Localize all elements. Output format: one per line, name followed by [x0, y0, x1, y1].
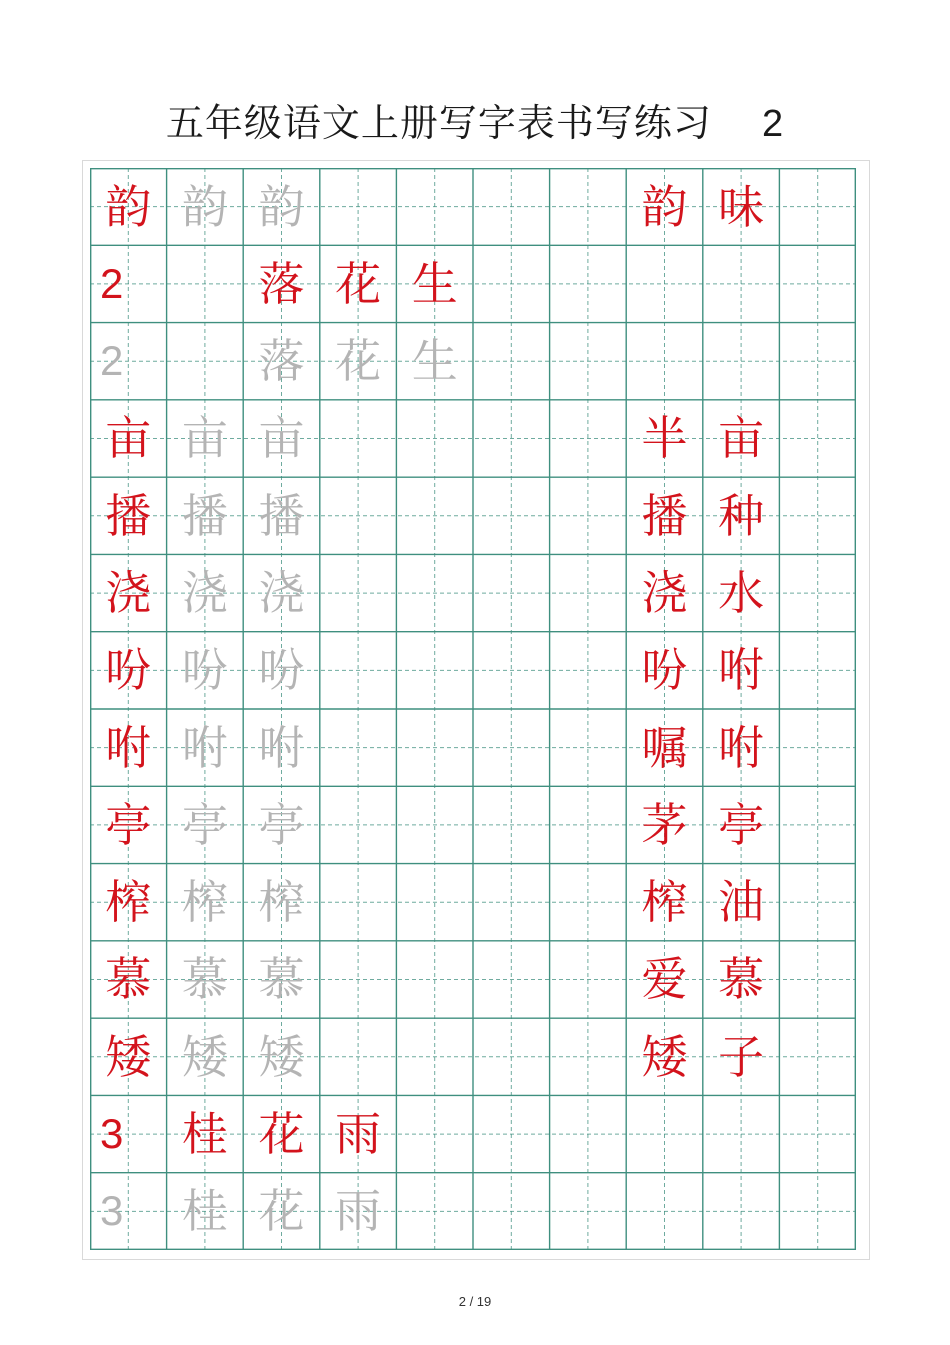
trace-character: 花 — [258, 1184, 305, 1239]
trace-character: 慕 — [258, 952, 305, 1007]
trace-character: 矮 — [258, 1029, 305, 1084]
model-character: 桂 — [181, 1107, 228, 1162]
model-character: 茅 — [641, 797, 688, 852]
lesson-number: 2 — [100, 337, 124, 385]
model-character: 播 — [105, 488, 152, 543]
trace-character: 韵 — [258, 179, 305, 234]
model-character: 亩 — [718, 411, 765, 466]
lesson-number: 3 — [100, 1187, 124, 1235]
model-character: 亩 — [105, 411, 152, 466]
model-character: 矮 — [641, 1029, 688, 1084]
model-character: 慕 — [718, 952, 765, 1007]
trace-character: 咐 — [181, 720, 228, 775]
model-character: 慕 — [105, 952, 152, 1007]
model-character: 亭 — [105, 797, 152, 852]
model-character: 咐 — [105, 720, 152, 775]
trace-character: 落 — [258, 334, 305, 389]
trace-character: 榨 — [258, 875, 305, 930]
trace-character: 播 — [181, 488, 228, 543]
model-character: 生 — [411, 256, 458, 311]
lesson-number: 2 — [100, 259, 124, 307]
model-character: 嘱 — [641, 720, 688, 775]
trace-character: 雨 — [335, 1184, 382, 1239]
model-character: 油 — [718, 875, 765, 930]
model-character: 吩 — [105, 643, 152, 698]
trace-character: 亭 — [181, 797, 228, 852]
trace-character: 花 — [335, 334, 382, 389]
trace-character: 生 — [411, 334, 458, 389]
model-character: 花 — [258, 1107, 305, 1162]
trace-character: 桂 — [181, 1184, 228, 1239]
lesson-number: 3 — [100, 1110, 124, 1158]
trace-character: 播 — [258, 488, 305, 543]
model-character: 韵 — [105, 179, 152, 234]
model-character: 播 — [641, 488, 688, 543]
model-character: 榨 — [105, 875, 152, 930]
trace-character: 浇 — [258, 566, 305, 621]
model-character: 亭 — [718, 797, 765, 852]
trace-character: 榨 — [181, 875, 228, 930]
model-character: 浇 — [105, 566, 152, 621]
page-indicator: 2 / 19 — [458, 1294, 492, 1309]
page-title — [0, 92, 950, 147]
model-character: 花 — [335, 256, 382, 311]
model-character: 爱 — [641, 952, 688, 1007]
trace-character: 韵 — [181, 179, 228, 234]
model-character: 咐 — [718, 720, 765, 775]
trace-character: 浇 — [181, 566, 228, 621]
model-character: 矮 — [105, 1029, 152, 1084]
trace-character: 吩 — [181, 643, 228, 698]
trace-character: 吩 — [258, 643, 305, 698]
model-character: 榨 — [641, 875, 688, 930]
trace-character: 慕 — [181, 952, 228, 1007]
model-character: 浇 — [641, 566, 688, 621]
model-character: 半 — [641, 411, 688, 466]
model-character: 咐 — [718, 643, 765, 698]
trace-character: 亩 — [258, 411, 305, 466]
model-character: 落 — [258, 256, 305, 311]
model-character: 味 — [718, 179, 765, 234]
model-character: 子 — [718, 1029, 765, 1084]
trace-character: 咐 — [258, 720, 305, 775]
trace-character: 亩 — [181, 411, 228, 466]
model-character: 韵 — [641, 179, 688, 234]
title-page-number: 2 — [761, 103, 785, 145]
trace-character: 矮 — [181, 1029, 228, 1084]
model-character: 种 — [718, 488, 765, 543]
model-character: 水 — [718, 566, 765, 621]
model-character: 吩 — [641, 643, 688, 698]
title-text: 五年级语文上册写字表书写练习 — [165, 101, 712, 145]
model-character: 雨 — [335, 1107, 382, 1162]
writing-grid — [90, 168, 856, 1250]
trace-character: 亭 — [258, 797, 305, 852]
